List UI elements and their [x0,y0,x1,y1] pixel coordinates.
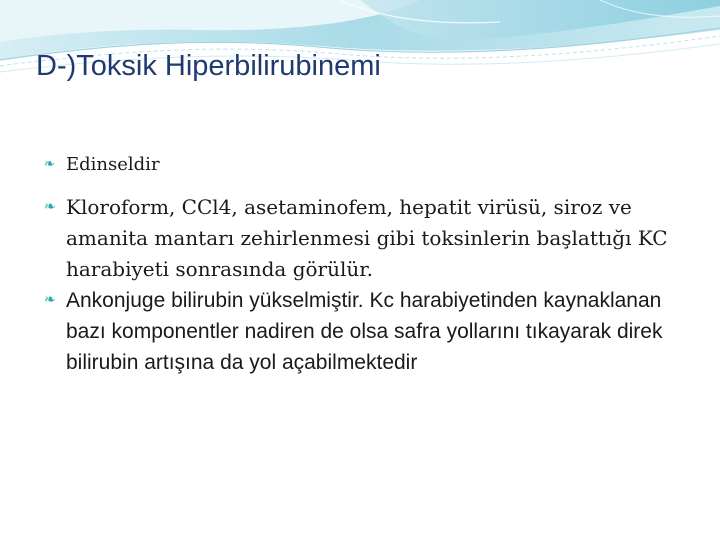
bullet-text: Kloroform, CCl4, asetaminofem, hepatit virüsü, siroz ve amanita mantarı zehirlenmesi gibi toksinlerin başlattığı KC harabiyeti sonrasında görülür. [66,195,668,281]
ribbon-bullet-icon: ❧ [44,199,56,215]
bullet-item [44,192,684,285]
ribbon-bullet-icon: ❧ [44,292,56,308]
bullet-item [44,152,684,178]
bullet-list [44,152,684,378]
bullet-item [44,285,684,378]
bullet-text: Ankonjuge bilirubin yükselmiştir. Kc harabiyetinden kaynaklanan bazı komponentler nadiren de olsa safra yollarını tıkayarak direk bilirubin artışına da yol açabilmektedir [66,289,663,374]
ribbon-bullet-icon: ❧ [44,157,55,172]
slide-title: D-)Toksik Hiperbilirubinemi [36,50,381,82]
bullet-text: Edinseldir [66,154,160,175]
